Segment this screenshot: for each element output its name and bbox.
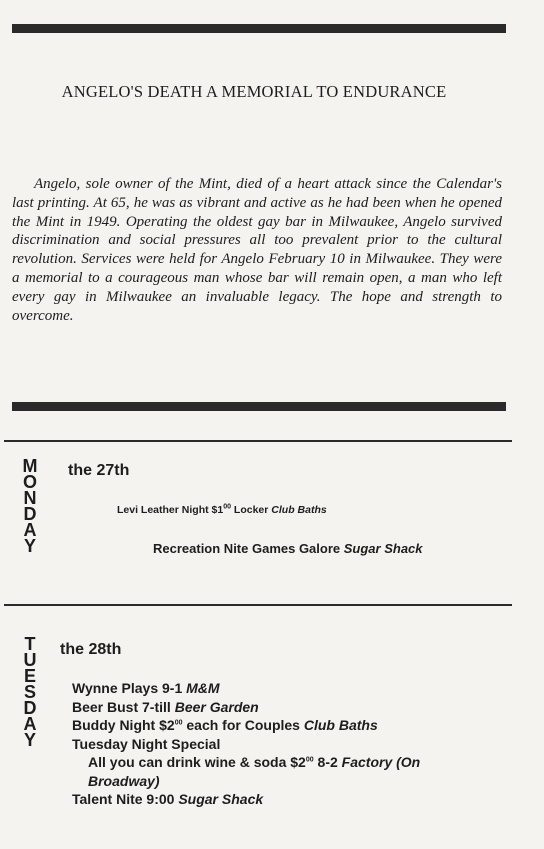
event-venue: Club Baths [271, 504, 327, 516]
event-text-after: Locker [231, 504, 272, 516]
event-text: All you can drink wine & soda [88, 754, 291, 770]
event-venue: M&M [186, 680, 220, 696]
day-letter: Y [23, 536, 36, 556]
day-letter: A [23, 520, 37, 540]
day-letter: M [22, 456, 38, 476]
monday-date: the 27th [68, 462, 130, 479]
event-price-cents: 00 [305, 756, 314, 764]
day-letter: N [23, 488, 37, 508]
day-letter: D [23, 698, 37, 718]
day-letter: E [23, 666, 36, 686]
event-item-continued [72, 772, 420, 791]
event-text: Wynne Plays 9-1 [72, 680, 187, 696]
tuesday-section-rule [4, 604, 512, 606]
day-letter: U [23, 650, 37, 670]
event-price: $2 [290, 754, 306, 770]
event-item [72, 716, 420, 735]
day-letter: O [22, 472, 37, 492]
day-letter: A [23, 714, 37, 734]
day-letter: Y [23, 730, 36, 750]
event-item [72, 753, 420, 772]
bottom-divider-bar [12, 402, 506, 411]
event-item [117, 504, 327, 516]
event-venue: Broadway) [88, 772, 160, 789]
event-venue: Sugar Shack [343, 541, 423, 556]
monday-section-rule [4, 440, 512, 442]
event-price-cents: 00 [174, 719, 183, 727]
event-text: Tuesday Night Special [72, 735, 221, 752]
event-item [72, 679, 420, 698]
event-price-cents: 00 [223, 503, 231, 511]
tuesday-vertical-label [19, 636, 41, 748]
event-text: Talent Nite 9:00 [72, 791, 179, 807]
event-text: Beer Bust 7-till [72, 698, 175, 715]
memorial-article: Angelo, sole owner of the Mint, died of a heart attack since the Calendar's last printing. At 65, he was as vibrant and active as he had been when he opened the Mint in 1949. Operating the oldest gay bar in Milwaukee, Angelo survived discrimination and social pressures all too prevalent prior to the cultural revolution. Services were held for Angelo February 10 in Milwaukee. They were a memorial to a courageous man whose bar will remain open, a man who left every gay in Milwaukee an invaluable legacy. The hope and strength to overcome. [12, 176, 502, 324]
event-text: Levi Leather Night [117, 504, 212, 516]
day-letter: D [23, 504, 37, 524]
event-text-after: each for Couples [182, 717, 304, 733]
event-text: Recreation Nite Games Galore [153, 541, 344, 556]
event-venue: Factory (On [341, 754, 421, 770]
top-divider-bar [12, 24, 506, 33]
tuesday-date: the 28th [60, 641, 122, 658]
event-venue: Beer Garden [174, 698, 259, 715]
event-venue: Club Baths [303, 717, 378, 733]
day-letter: S [23, 682, 36, 702]
monday-vertical-label [19, 458, 41, 554]
day-letter: T [24, 634, 36, 654]
event-item [72, 698, 420, 717]
event-price: $2 [159, 717, 175, 733]
event-text: Buddy Night [72, 717, 160, 733]
event-venue: Sugar Shack [178, 791, 264, 807]
event-item [153, 541, 423, 556]
event-text-after: 8-2 [313, 754, 342, 770]
event-item [72, 790, 420, 809]
event-price: $1 [211, 504, 224, 516]
headline: ANGELO'S DEATH A MEMORIAL TO ENDURANCE [61, 82, 447, 101]
tuesday-event-list [72, 679, 420, 809]
event-item [72, 735, 420, 754]
